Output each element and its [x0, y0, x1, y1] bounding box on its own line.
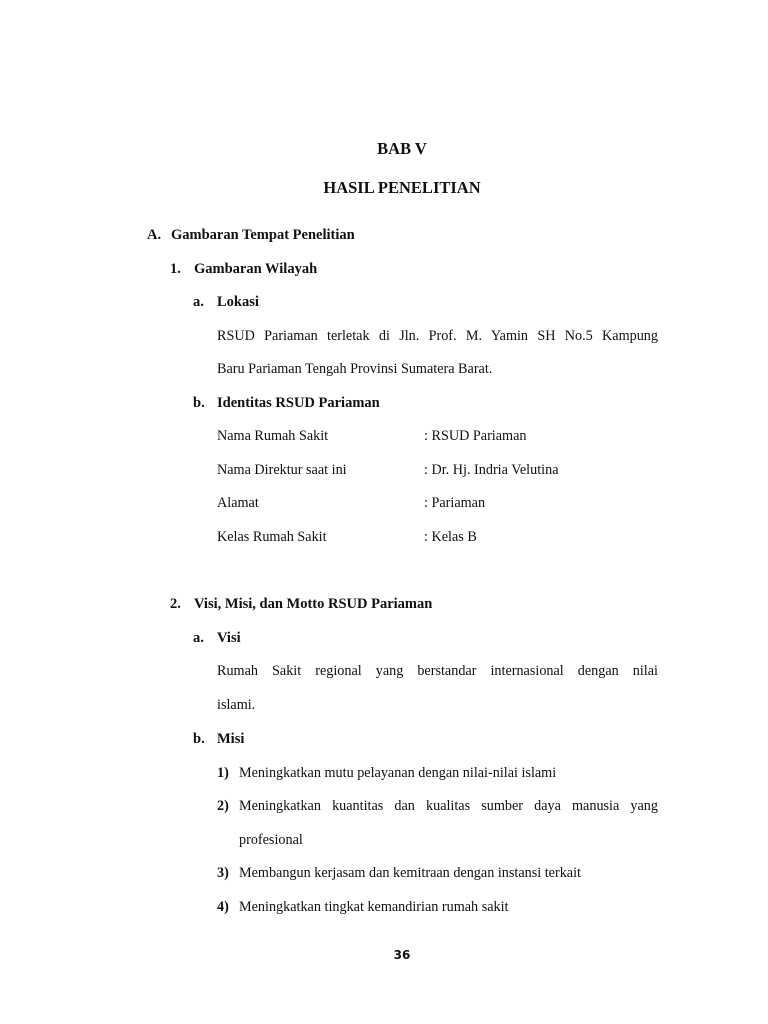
- identitas-value-kelas: : Kelas B: [424, 529, 477, 545]
- misi-item-3-text: Membangun kerjasam dan kemitraan dengan instansi terkait: [239, 865, 581, 881]
- visi-line-2: islami.: [217, 697, 256, 713]
- misi-item-1-text: Meningkatkan mutu pelayanan dengan nilai-nilai islami: [239, 765, 557, 781]
- lokasi-label: a.: [193, 294, 204, 310]
- visi-title: Visi: [217, 630, 241, 646]
- identitas-label: b.: [193, 395, 205, 411]
- identitas-key-nama-rs: Nama Rumah Sakit: [217, 428, 329, 444]
- chapter-number: BAB V: [377, 139, 427, 158]
- section-a-title: Gambaran Tempat Penelitian: [171, 227, 355, 243]
- chapter-title: HASIL PENELITIAN: [323, 178, 481, 197]
- misi-label: b.: [193, 731, 205, 747]
- misi-item-2-continuation: profesional: [239, 832, 303, 848]
- misi-item-3-number: 3): [217, 865, 229, 881]
- misi-title: Misi: [217, 731, 245, 747]
- identitas-value-alamat: : Pariaman: [424, 495, 486, 511]
- misi-item-4: [217, 899, 509, 916]
- lokasi-line-1: RSUD Pariaman terletak di Jln. Prof. M. Yamin SH No.5 Kampung: [217, 328, 658, 344]
- lokasi-line-2: Baru Pariaman Tengah Provinsi Sumatera Barat.: [217, 361, 493, 377]
- identitas-value-nama-rs: : RSUD Pariaman: [424, 428, 527, 444]
- identitas-key-kelas: Kelas Rumah Sakit: [217, 529, 327, 545]
- section-a-label: A.: [147, 227, 162, 243]
- misi-item-4-text: Meningkatkan tingkat kemandirian rumah sakit: [239, 899, 509, 915]
- visi-label: a.: [193, 630, 204, 646]
- identitas-key-alamat: Alamat: [217, 495, 259, 511]
- subsection-2-label: 2.: [170, 596, 181, 612]
- misi-item-2: [217, 798, 658, 815]
- misi-item-2-number: 2): [217, 798, 229, 814]
- visi-line-1: Rumah Sakit regional yang berstandar internasional dengan nilai: [217, 663, 658, 679]
- identitas-key-direktur: Nama Direktur saat ini: [217, 462, 347, 478]
- identitas-title: Identitas RSUD Pariaman: [217, 395, 380, 411]
- subsection-2-title: Visi, Misi, dan Motto RSUD Pariaman: [194, 596, 433, 612]
- misi-item-1: [217, 765, 556, 782]
- misi-item-3: [217, 865, 581, 882]
- subsection-1-label: 1.: [170, 261, 181, 277]
- subsection-1-title: Gambaran Wilayah: [194, 261, 318, 277]
- misi-item-1-number: 1): [217, 765, 229, 781]
- page-number: 36: [393, 948, 411, 962]
- misi-item-4-number: 4): [217, 899, 229, 915]
- identitas-value-direktur: : Dr. Hj. Indria Velutina: [424, 462, 559, 478]
- misi-item-2-text: Meningkatkan kuantitas dan kualitas sumber daya manusia yang: [239, 798, 658, 814]
- lokasi-title: Lokasi: [217, 294, 259, 310]
